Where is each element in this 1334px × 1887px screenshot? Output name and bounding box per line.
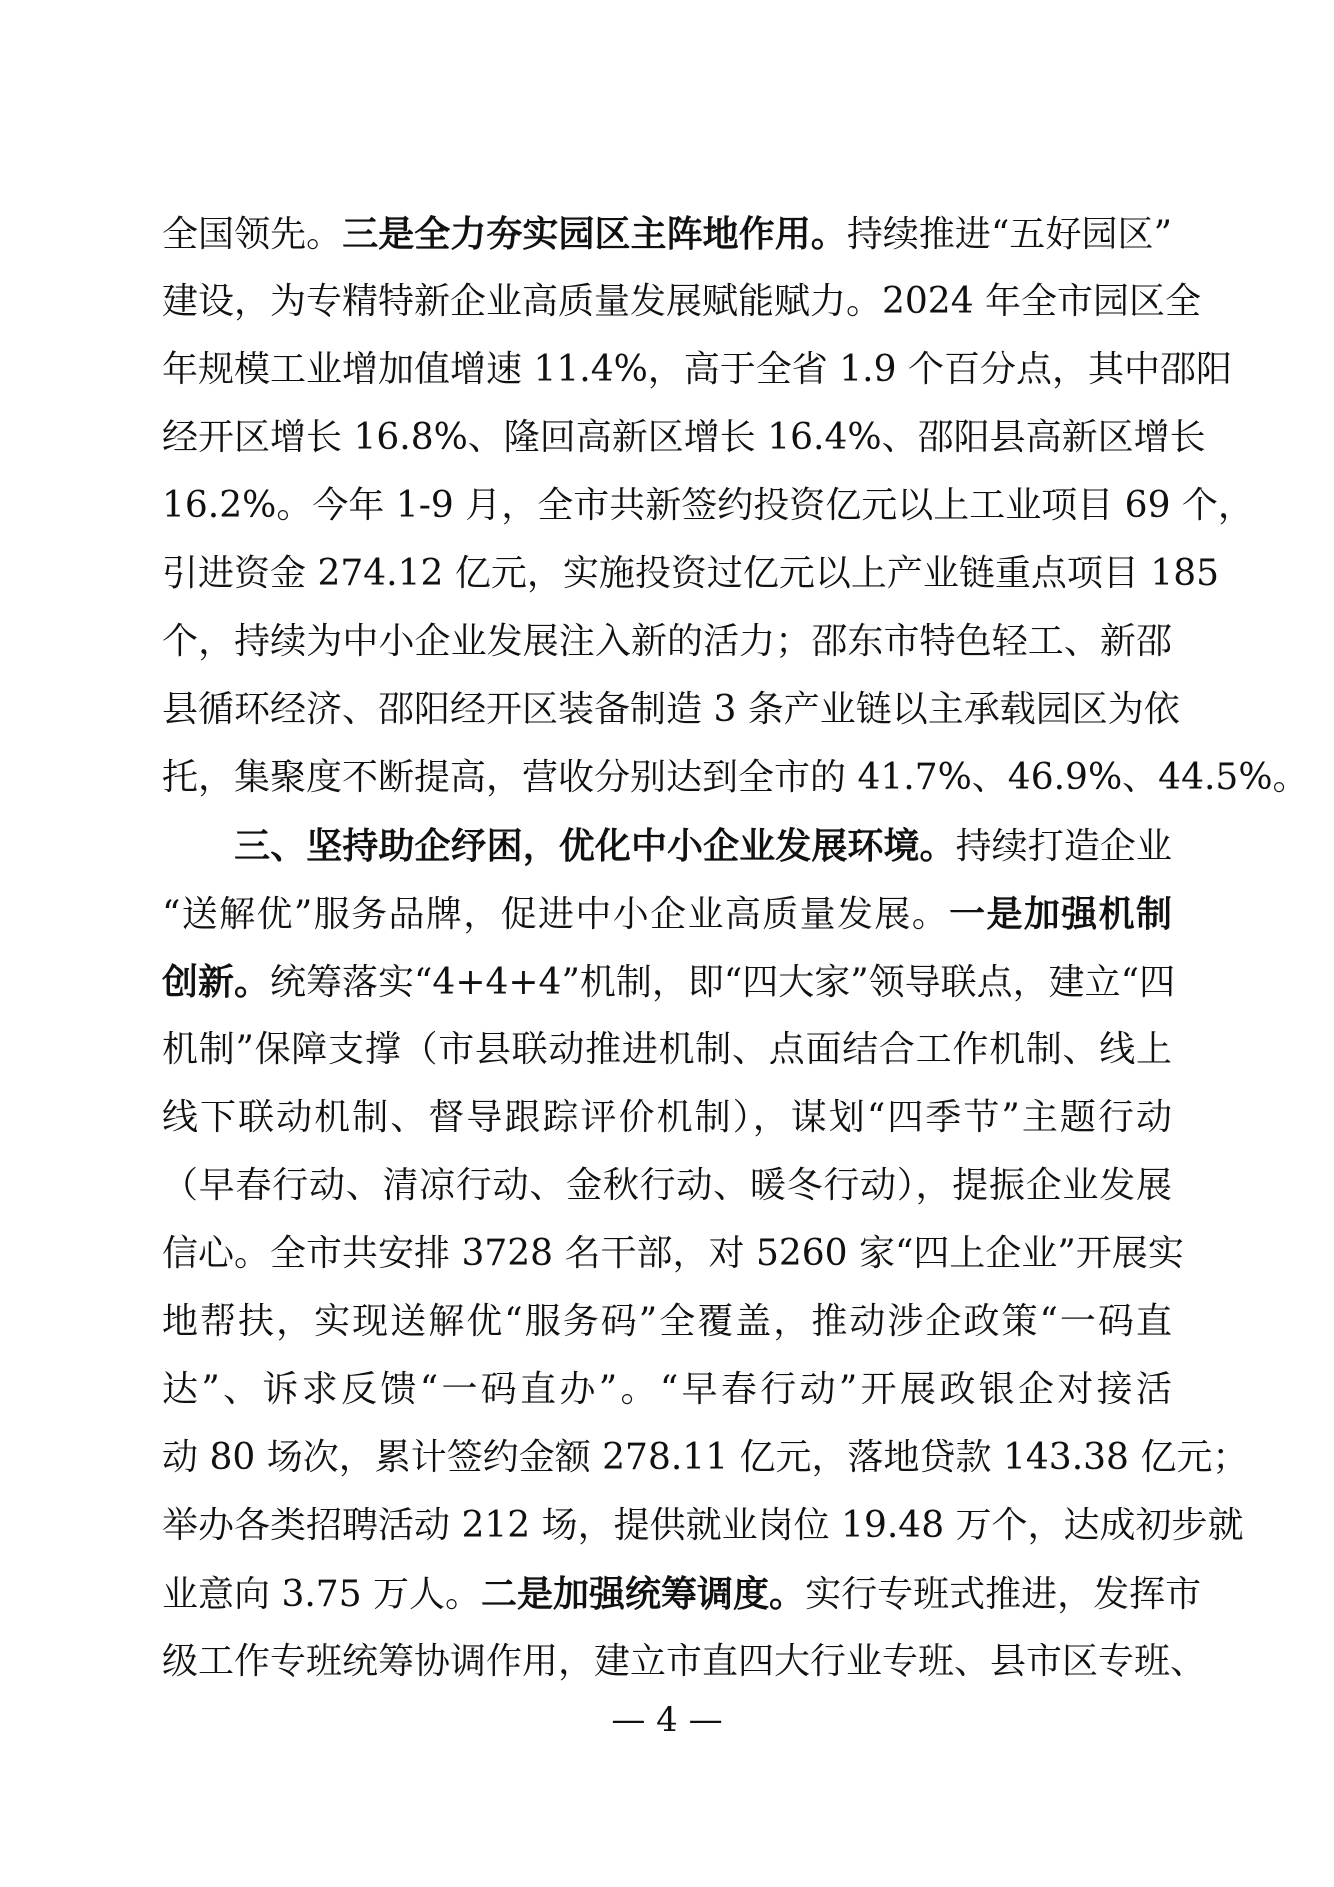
text-run: 级工作专班统筹协调作用，建立市直四大行业专班、县市区专班、	[162, 1641, 1207, 1682]
text-line	[162, 540, 1220, 608]
text-run: 托，集聚度不断提高，营收分别达到全市的 41.7%、46.9%、44.5%。	[162, 757, 1309, 798]
text-line	[162, 676, 1180, 744]
text-line	[162, 948, 1176, 1016]
text-line	[162, 1084, 1172, 1152]
text-line	[162, 1560, 1202, 1628]
text-run: 县循环经济、邵阳经开区装备制造 3 条产业链以主承载园区为依	[162, 689, 1180, 730]
body-text	[162, 200, 1309, 1696]
text-run: 业意向 3.75 万人。	[162, 1574, 482, 1615]
page-number: — 4 —	[611, 1700, 723, 1740]
text-run: 达”、诉求反馈“一码直办”。“早春行动”开展政银企对接活	[162, 1369, 1172, 1410]
text-run: 持续打造企业	[955, 826, 1172, 867]
bold-text: 三、坚持助企纾困，优化中小企业发展环境。	[162, 825, 956, 867]
text-run: （早春行动、清凉行动、金秋行动、暖冬行动），提振企业发展	[162, 1165, 1172, 1206]
text-run: 动 80 场次，累计签约金额 278.11 亿元，落地贷款 143.38 亿元；	[162, 1437, 1249, 1478]
text-run: 线下联动机制、督导跟踪评价机制），谋划“四季节”主题行动	[162, 1097, 1172, 1138]
text-line	[162, 812, 1172, 880]
text-line	[162, 200, 1172, 268]
text-run: 信心。全市共安排 3728 名干部，对 5260 家“四上企业”开展实	[162, 1233, 1184, 1274]
text-line	[162, 608, 1172, 676]
bold-text: 二是加强统筹调度。	[481, 1573, 806, 1615]
text-line	[162, 1152, 1172, 1220]
text-line	[162, 1016, 1172, 1084]
text-line	[162, 1628, 1207, 1696]
text-run: 举办各类招聘活动 212 场，提供就业岗位 19.48 万个，达成初步就	[162, 1505, 1244, 1546]
text-run: 16.2%。今年 1-9 月，全市共新签约投资亿元以上工业项目 69 个，	[162, 485, 1254, 526]
text-run: 实行专班式推进，发挥市	[805, 1574, 1202, 1615]
text-run: 引进资金 274.12 亿元，实施投资过亿元以上产业链重点项目 185	[162, 553, 1220, 594]
text-run: 全国领先。	[162, 214, 343, 255]
text-run: 经开区增长 16.8%、隆回高新区增长 16.4%、邵阳县高新区增长	[162, 417, 1206, 458]
text-line	[162, 404, 1206, 472]
text-line	[162, 472, 1254, 540]
bold-text: 三是全力夯实园区主阵地作用。	[342, 213, 847, 255]
bold-text: 创新。	[162, 961, 271, 1003]
text-run: 个，持续为中小企业发展注入新的活力；邵东市特色轻工、新邵	[162, 621, 1172, 662]
text-line	[162, 744, 1309, 812]
text-line	[162, 1220, 1184, 1288]
text-run: 地帮扶，实现送解优“服务码”全覆盖，推动涉企政策“一码直	[162, 1301, 1172, 1342]
bold-text: 一是加强机制	[949, 893, 1172, 935]
text-run: 统筹落实“4+4+4”机制，即“四大家”领导联点，建立“四	[270, 962, 1176, 1003]
text-run: “送解优”服务品牌，促进中小企业高质量发展。	[162, 894, 950, 935]
text-line	[162, 1492, 1244, 1560]
text-line	[162, 268, 1202, 336]
text-line	[162, 880, 1172, 948]
text-line	[162, 336, 1232, 404]
text-run: 年规模工业增加值增速 11.4%，高于全省 1.9 个百分点，其中邵阳	[162, 349, 1232, 390]
text-line	[162, 1424, 1249, 1492]
text-run: 建设，为专精特新企业高质量发展赋能赋力。2024 年全市园区全	[162, 281, 1202, 322]
text-line	[162, 1356, 1172, 1424]
text-run: 机制”保障支撑（市县联动推进机制、点面结合工作机制、线上	[162, 1029, 1172, 1070]
text-line	[162, 1288, 1172, 1356]
text-run: 持续推进“五好园区”	[846, 214, 1172, 255]
